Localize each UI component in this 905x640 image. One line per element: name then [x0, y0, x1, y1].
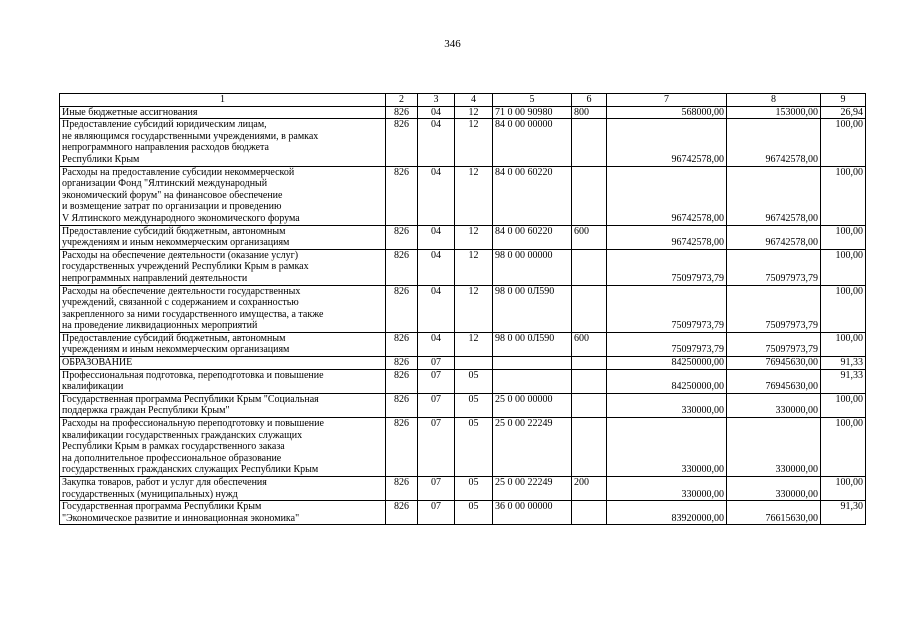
cell-c7: 96742578,00 — [607, 225, 727, 249]
cell-c2: 826 — [386, 418, 418, 477]
cell-c5: 84 0 00 00000 — [493, 119, 572, 166]
description-line: Расходы на профессиональную переподготовку и повышение — [62, 418, 324, 430]
column-header-5: 5 — [493, 94, 572, 107]
cell-c9: 100,00 — [821, 418, 866, 477]
cell-c2: 826 — [386, 393, 418, 417]
cell-c7: 75097973,79 — [607, 249, 727, 285]
cell-c7: 330000,00 — [607, 418, 727, 477]
description-line: Иные бюджетные ассигнования — [62, 106, 198, 118]
cell-c8: 75097973,79 — [727, 332, 821, 356]
cell-c3: 07 — [418, 393, 455, 417]
cell-c6 — [572, 393, 607, 417]
table-row — [60, 285, 866, 332]
column-header-1: 1 — [60, 94, 386, 107]
description-line: на проведение ликвидационных мероприятий — [62, 320, 258, 332]
cell-c9: 100,00 — [821, 249, 866, 285]
cell-c5: 25 0 00 22249 — [493, 418, 572, 477]
cell-c5 — [493, 369, 572, 393]
cell-c5: 84 0 00 60220 — [493, 225, 572, 249]
row-description — [60, 418, 386, 477]
description-line: закрепленного за ними государственного имущества, а также — [62, 308, 324, 320]
column-header-8: 8 — [727, 94, 821, 107]
cell-c8: 330000,00 — [727, 477, 821, 501]
description-line: непрограммного направления расходов бюджета — [62, 142, 269, 154]
cell-c8: 75097973,79 — [727, 249, 821, 285]
description-line: государственных (муниципальных) нужд — [62, 488, 238, 500]
cell-c3: 04 — [418, 285, 455, 332]
cell-c9: 91,33 — [821, 357, 866, 370]
cell-c4: 12 — [455, 249, 493, 285]
description-line: Предоставление субсидий бюджетным, автономным — [62, 332, 286, 344]
table-row — [60, 501, 866, 525]
description-line: Профессиональная подготовка, переподготовка и повышение — [62, 369, 324, 381]
cell-c6 — [572, 166, 607, 225]
cell-c9: 26,94 — [821, 106, 866, 119]
cell-c4: 05 — [455, 418, 493, 477]
cell-c2: 826 — [386, 225, 418, 249]
column-header-9: 9 — [821, 94, 866, 107]
table-row — [60, 418, 866, 477]
cell-c2: 826 — [386, 332, 418, 356]
cell-c4: 12 — [455, 285, 493, 332]
cell-c5: 84 0 00 60220 — [493, 166, 572, 225]
table-row — [60, 119, 866, 166]
description-line: Предоставление субсидий юридическим лицам, — [62, 119, 267, 131]
cell-c4: 12 — [455, 106, 493, 119]
cell-c9: 91,30 — [821, 501, 866, 525]
cell-c2: 826 — [386, 166, 418, 225]
cell-c2: 826 — [386, 285, 418, 332]
row-description — [60, 285, 386, 332]
cell-c4 — [455, 357, 493, 370]
cell-c8: 96742578,00 — [727, 119, 821, 166]
cell-c6: 800 — [572, 106, 607, 119]
cell-c5 — [493, 357, 572, 370]
row-description — [60, 501, 386, 525]
cell-c6 — [572, 418, 607, 477]
column-header-6: 6 — [572, 94, 607, 107]
cell-c2: 826 — [386, 477, 418, 501]
cell-c9: 91,33 — [821, 369, 866, 393]
column-header-4: 4 — [455, 94, 493, 107]
description-line: учреждений, связанной с содержанием и сохранностью — [62, 297, 299, 309]
table-row — [60, 166, 866, 225]
cell-c9: 100,00 — [821, 477, 866, 501]
description-line: Государственная программа Республики Крым — [62, 501, 262, 513]
cell-c9: 100,00 — [821, 393, 866, 417]
description-line: учреждениям и иным некоммерческим организациям — [62, 237, 290, 249]
column-header-3: 3 — [418, 94, 455, 107]
cell-c6: 600 — [572, 332, 607, 356]
row-description — [60, 119, 386, 166]
cell-c7: 75097973,79 — [607, 332, 727, 356]
description-line: Предоставление субсидий бюджетным, автономным — [62, 225, 286, 237]
cell-c7: 75097973,79 — [607, 285, 727, 332]
cell-c3: 04 — [418, 332, 455, 356]
cell-c2: 826 — [386, 357, 418, 370]
cell-c7: 96742578,00 — [607, 119, 727, 166]
cell-c2: 826 — [386, 249, 418, 285]
table-row — [60, 369, 866, 393]
description-line: Расходы на предоставление субсидии некоммерческой — [62, 166, 295, 178]
cell-c4: 05 — [455, 477, 493, 501]
row-description — [60, 332, 386, 356]
cell-c5: 25 0 00 22249 — [493, 477, 572, 501]
cell-c2: 826 — [386, 369, 418, 393]
cell-c3: 07 — [418, 418, 455, 477]
cell-c9: 100,00 — [821, 166, 866, 225]
cell-c3: 04 — [418, 166, 455, 225]
cell-c6: 600 — [572, 225, 607, 249]
description-line: Республики Крым в рамках государственного заказа — [62, 441, 285, 453]
row-description — [60, 393, 386, 417]
cell-c7: 330000,00 — [607, 393, 727, 417]
header-row — [60, 94, 866, 107]
description-line: поддержка граждан Республики Крым" — [62, 405, 230, 417]
table-row — [60, 225, 866, 249]
description-line: Государственная программа Республики Крым "Социальная — [62, 393, 319, 405]
cell-c8: 96742578,00 — [727, 166, 821, 225]
description-line: Республики Крым — [62, 153, 140, 165]
row-description — [60, 369, 386, 393]
table-row — [60, 477, 866, 501]
row-description — [60, 357, 386, 370]
row-description — [60, 106, 386, 119]
cell-c5: 25 0 00 00000 — [493, 393, 572, 417]
table-row — [60, 332, 866, 356]
table-row — [60, 393, 866, 417]
table-row — [60, 249, 866, 285]
budget-table — [59, 93, 866, 525]
page-number: 346 — [444, 38, 461, 50]
cell-c3: 07 — [418, 477, 455, 501]
cell-c8: 153000,00 — [727, 106, 821, 119]
cell-c4: 12 — [455, 225, 493, 249]
cell-c7: 84250000,00 — [607, 369, 727, 393]
cell-c6 — [572, 501, 607, 525]
cell-c9: 100,00 — [821, 225, 866, 249]
cell-c4: 05 — [455, 393, 493, 417]
row-description — [60, 225, 386, 249]
cell-c5: 98 0 00 0Л590 — [493, 285, 572, 332]
cell-c4: 05 — [455, 501, 493, 525]
cell-c4: 05 — [455, 369, 493, 393]
cell-c6 — [572, 285, 607, 332]
description-line: государственных гражданских служащих Республики Крым — [62, 464, 319, 476]
cell-c4: 12 — [455, 119, 493, 166]
cell-c8: 76945630,00 — [727, 357, 821, 370]
row-description — [60, 249, 386, 285]
cell-c6 — [572, 249, 607, 285]
cell-c5: 98 0 00 0Л590 — [493, 332, 572, 356]
description-line: Расходы на обеспечение деятельности (оказание услуг) — [62, 249, 299, 261]
table-row — [60, 357, 866, 370]
cell-c5: 71 0 00 90980 — [493, 106, 572, 119]
cell-c8: 76945630,00 — [727, 369, 821, 393]
description-line: ОБРАЗОВАНИЕ — [62, 357, 133, 369]
description-line: Закупка товаров, работ и услуг для обеспечения — [62, 477, 267, 488]
cell-c9: 100,00 — [821, 119, 866, 166]
cell-c2: 826 — [386, 119, 418, 166]
cell-c2: 826 — [386, 106, 418, 119]
cell-c4: 12 — [455, 166, 493, 225]
description-line: квалификации государственных гражданских служащих — [62, 429, 303, 441]
description-line: организации Фонд "Ялтинский международный — [62, 178, 268, 190]
cell-c7: 568000,00 — [607, 106, 727, 119]
cell-c8: 330000,00 — [727, 418, 821, 477]
cell-c3: 04 — [418, 249, 455, 285]
cell-c6: 200 — [572, 477, 607, 501]
cell-c8: 75097973,79 — [727, 285, 821, 332]
description-line: на дополнительное профессиональное образование — [62, 452, 282, 464]
cell-c6 — [572, 369, 607, 393]
cell-c8: 330000,00 — [727, 393, 821, 417]
description-line: государственных учреждений Республики Крым в рамках — [62, 261, 309, 273]
cell-c5: 98 0 00 00000 — [493, 249, 572, 285]
cell-c5: 36 0 00 00000 — [493, 501, 572, 525]
column-header-2: 2 — [386, 94, 418, 107]
cell-c7: 83920000,00 — [607, 501, 727, 525]
row-description — [60, 477, 386, 501]
cell-c3: 04 — [418, 119, 455, 166]
description-line: экономический форум" на финансовое обеспечение — [62, 189, 283, 201]
cell-c6 — [572, 119, 607, 166]
description-line: квалификации — [62, 381, 124, 393]
description-line: V Ялтинского международного экономического форума — [62, 212, 300, 224]
cell-c6 — [572, 357, 607, 370]
row-description — [60, 166, 386, 225]
cell-c8: 96742578,00 — [727, 225, 821, 249]
cell-c3: 07 — [418, 369, 455, 393]
table-body — [60, 94, 866, 525]
cell-c2: 826 — [386, 501, 418, 525]
description-line: не являющимся государственными учреждениями, в рамках — [62, 130, 319, 142]
cell-c3: 07 — [418, 501, 455, 525]
cell-c3: 04 — [418, 225, 455, 249]
description-line: и возмещение затрат по организации и проведению — [62, 201, 282, 213]
cell-c9: 100,00 — [821, 332, 866, 356]
cell-c3: 07 — [418, 357, 455, 370]
cell-c7: 84250000,00 — [607, 357, 727, 370]
cell-c9: 100,00 — [821, 285, 866, 332]
column-header-7: 7 — [607, 94, 727, 107]
cell-c7: 96742578,00 — [607, 166, 727, 225]
description-line: Расходы на обеспечение деятельности государственных — [62, 285, 301, 297]
description-line: учреждениям и иным некоммерческим организациям — [62, 344, 290, 356]
cell-c7: 330000,00 — [607, 477, 727, 501]
cell-c8: 76615630,00 — [727, 501, 821, 525]
description-line: "Экономическое развитие и инновационная экономика" — [62, 512, 300, 524]
table-row — [60, 106, 866, 119]
cell-c4: 12 — [455, 332, 493, 356]
description-line: непрограммных направлений деятельности — [62, 272, 248, 284]
cell-c3: 04 — [418, 106, 455, 119]
